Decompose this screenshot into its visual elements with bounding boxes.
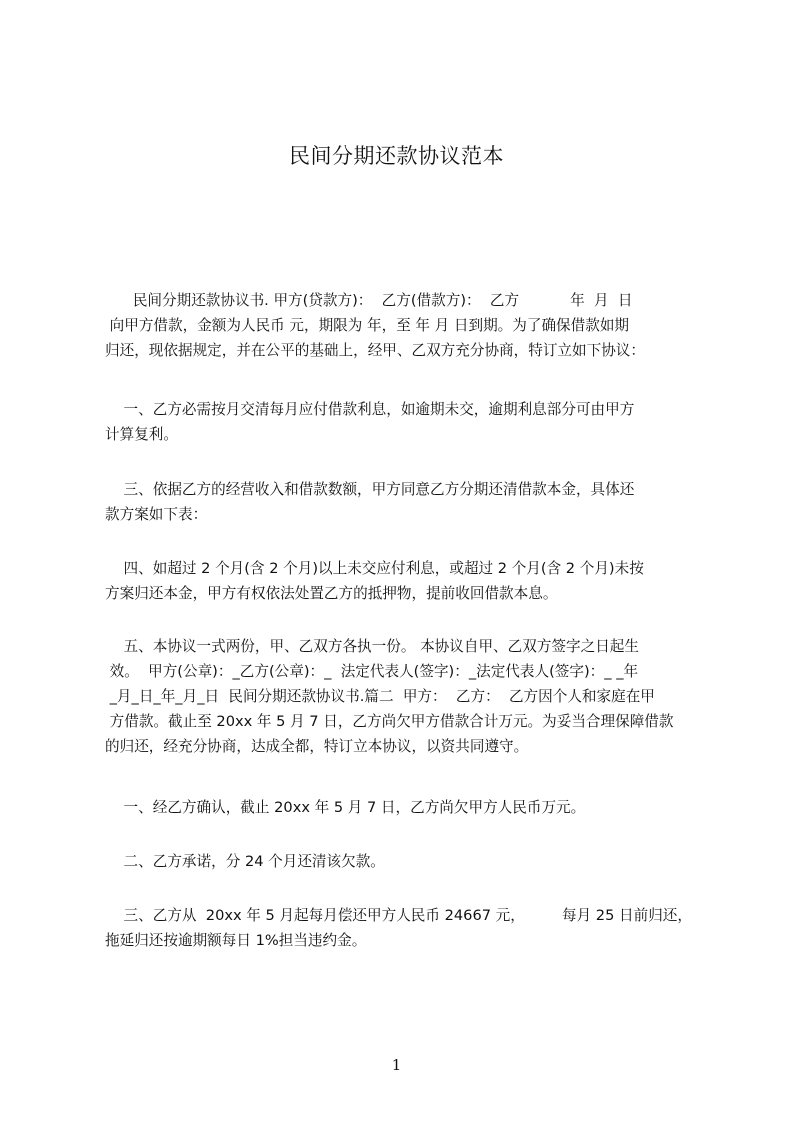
text-line: _月_日_年_月_日 民间分期还款协议书.篇二 甲方： 乙方： 乙方因个人和家庭在甲 [105,688,655,705]
text-line: 的归还，经充分协商，达成全都，特订立本协议，以资共同遵守。 [105,738,529,755]
paragraph-article-2 [105,849,700,874]
text-line: 拖延归还按逾期额每日 1%担当违约金。 [105,932,367,949]
text-line: 效。 甲方(公章)：_乙方(公章)：_ 法定代表人(签字)：_法定代表人(签字)：_ _年 [105,663,639,680]
text-line: 归还，现依据规定，并在公平的基础上，经甲、乙双方充分协商，特订立如下协议： [105,342,645,359]
text-line: 方借款。截止至 20xx 年 5 月 7 日，乙方尚欠甲方借款合计万元。为妥当合理保障借款 [105,713,674,730]
paragraph-clause-4 [105,556,700,606]
text-line: 三、依据乙方的经营收入和借款数额，甲方同意乙方分期还清借款本金，具体还 [105,481,635,498]
text-line: 五、本协议一式两份，甲、乙双方各执一份。 本协议自甲、乙双方签字之日起生 [105,638,639,655]
paragraph-clause-5 [105,634,700,759]
text-line: 一、经乙方确认，截止 20xx 年 5 月 7 日，乙方尚欠甲方人民币万元。 [105,799,586,816]
text-line: 三、乙方从 20xx 年 5 月起每月偿还甲方人民币 24667 元， 每月 25 日前归还， [105,907,692,924]
text-line: 一、乙方必需按月交清每月应付借款利息，如逾期未交，逾期利息部分可由甲方 [105,401,635,418]
page-number: 1 [391,1056,402,1074]
text-line: 计算复利。 [105,426,178,443]
paragraph-clause-1 [105,397,700,447]
document-title: 民间分期还款协议范本 [289,144,504,168]
text-line: 四、如超过 2 个月(含 2 个月)以上未交应付利息，或超过 2 个月(含 2 个月)未按 [105,560,644,577]
paragraph-article-3 [105,903,700,953]
text-line: 向甲方借款，金额为人民币 元，期限为 年，至 年 月 日到期。为了确保借款如期 [105,317,630,334]
paragraph-article-1 [105,795,700,820]
text-line: 二、乙方承诺，分 24 个月还清该欠款。 [105,853,385,870]
paragraph-clause-3 [105,477,700,527]
text-line: 方案归还本金，甲方有权依法处置乙方的抵押物，提前收回借款本息。 [105,585,558,602]
paragraph-intro [105,288,700,363]
text-line: 款方案如下表： [105,506,208,523]
text-line: 民间分期还款协议书. 甲方(贷款方)： 乙方(借款方)： 乙方 年 月 日 [105,292,633,309]
